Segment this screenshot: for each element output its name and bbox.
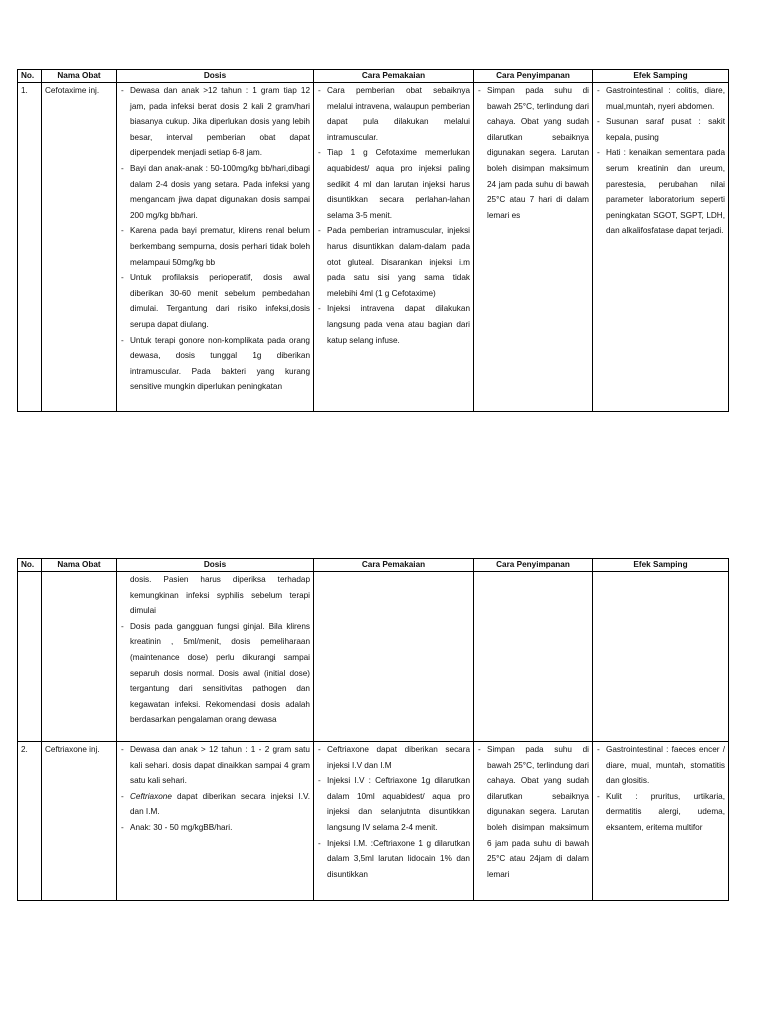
drug-table-page-2	[17, 558, 729, 901]
list-item: - Dewasa dan anak >12 tahun : 1 gram tiap 12 jam, pada infeksi berat dosis 2 kali 2 gram/hari biasanya cukup. Jika diperlukan dosis yang lebih besar, interval pemberian obat dapat diperpendek menjadi setiap 6-8 jam.	[130, 83, 310, 161]
table-row	[18, 742, 729, 901]
list-item: - Injeksi I.V : Ceftriaxone 1g dilarutkan dalam 10ml aquabidest/ aqua pro injeksi dan selanjutnta disuntikkan langsung IV selama 2-4 menit.	[327, 773, 470, 835]
cara-penyimpanan-cell	[474, 742, 593, 901]
list-item: - Tiap 1 g Cefotaxime memerlukan aquabidest/ aqua pro injeksi paling sedikit 4 ml dan larutan injeksi harus disuntikkan secara perlahan-lahan selama 3-5 menit.	[327, 145, 470, 223]
row-number	[18, 572, 42, 742]
header-no: No.	[18, 70, 42, 83]
header-cara-penyimpanan: Cara Penyimpanan	[474, 70, 593, 83]
drug-name: Cefotaxime inj.	[42, 83, 117, 412]
list-item: - Hati : kenaikan sementara pada serum kreatinin dan ureum, parestesia, perubahan nilai parameter laboratorium seperti peningkatan SGOT, SGPT, LDH, dan alkalifosfatase dapat terjadi.	[606, 145, 725, 239]
list-item: - Simpan pada suhu di bawah 25°C, terlindung dari cahaya. Obat yang sudah dilarutkan sebaiknya digunakan segera. Larutan boleh disimpan maksimum 24 jam pada suhu di bawah 25°C atau 7 hari di dalam lemari es	[487, 83, 589, 223]
cara-pemakaian-cell	[314, 83, 474, 412]
dosis-continuation: dosis. Pasien harus diperiksa terhadap kemungkinan infeksi syphilis sebelum terapi dimulai	[130, 575, 310, 616]
list-item: - Untuk profilaksis perioperatif, dosis awal diberikan 30-60 menit sebelum pembedahan dimulai. Tergantung dari risiko infeksi,dosis serupa dapat diulang.	[130, 270, 310, 332]
header-cara-penyimpanan: Cara Penyimpanan	[474, 559, 593, 572]
header-efek-samping: Efek Samping	[593, 70, 729, 83]
dosis-cell	[117, 742, 314, 901]
list-item: - Kulit : pruritus, urtikaria, dermatitis alergi, udema, eksantem, eritema multifor	[606, 789, 725, 836]
list-item: - Injeksi I.M. :Ceftriaxone 1 g dilarutkan dalam 3,5ml larutan lidocain 1% dan disuntikkan	[327, 836, 470, 883]
dosis-cell	[117, 83, 314, 412]
cara-pemakaian-cell	[314, 572, 474, 742]
list-item: - Dewasa dan anak > 12 tahun : 1 - 2 gram satu kali sehari. dosis dapat dinaikkan sampai 4 gram satu kali sehari.	[130, 742, 310, 789]
row-number: 2.	[18, 742, 42, 901]
drug-name	[42, 572, 117, 742]
list-item: - Ceftriaxone dapat diberikan secara injeksi I.V dan I.M	[327, 742, 470, 773]
table-row	[18, 83, 729, 412]
header-cara-pemakaian: Cara Pemakaian	[314, 559, 474, 572]
header-nama-obat: Nama Obat	[42, 559, 117, 572]
list-item: - Gastrointestinal : colitis, diare, mual,muntah, nyeri abdomen.	[606, 83, 725, 114]
list-item: - Simpan pada suhu di bawah 25°C, terlindung dari cahaya. Obat yang sudah dilarutkan sebaiknya digunakan segera. Larutan boleh disimpan maksimum 6 jam pada suhu di bawah 25°C atau 24jam di dalam lemari	[487, 742, 589, 882]
drug-table-page-1	[17, 69, 729, 412]
header-no: No.	[18, 559, 42, 572]
table-header-row	[18, 70, 729, 83]
efek-samping-cell	[593, 83, 729, 412]
list-item: - Anak: 30 - 50 mg/kgBB/hari.	[130, 820, 310, 836]
list-item: - Injeksi intravena dapat dilakukan langsung pada vena atau bagian dari katup selang infuse.	[327, 301, 470, 348]
list-item: - Gastrointestinal : faeces encer / diare, mual, muntah, stomatitis dan glositis.	[606, 742, 725, 789]
header-nama-obat: Nama Obat	[42, 70, 117, 83]
cara-penyimpanan-cell	[474, 572, 593, 742]
header-dosis: Dosis	[117, 70, 314, 83]
list-item: - Susunan saraf pusat : sakit kepala, pusing	[606, 114, 725, 145]
drug-name-italic: Ceftriaxone	[130, 791, 172, 801]
list-item: - Untuk terapi gonore non-komplikata pada orang dewasa, dosis tunggal 1g diberikan intramuscular. Pada bakteri yang kurang sensitive mungkin diperlukan peningkatan	[130, 333, 310, 395]
table-row	[18, 572, 729, 742]
table-header-row	[18, 559, 729, 572]
cara-pemakaian-cell	[314, 742, 474, 901]
list-item: - Cara pemberian obat sebaiknya melalui intravena, walaupun pemberian dapat pula dilakukan melalui intramuscular.	[327, 83, 470, 145]
list-item: - Dosis pada gangguan fungsi ginjal. Bila klirens kreatinin , 5ml/menit, dosis pemeliharaan (maintenance dose) perlu dikurangi sampai separuh dosis normal. Dosis awal (initial dose) tergantung dari sensitivitas pathogen dan kegawatan infeksi. Rekomendasi dosis adalah berdasarkan pengalaman orang dewasa	[130, 619, 310, 728]
efek-samping-cell	[593, 572, 729, 742]
header-dosis: Dosis	[117, 559, 314, 572]
cara-penyimpanan-cell	[474, 83, 593, 412]
list-item	[130, 789, 310, 820]
row-number: 1.	[18, 83, 42, 412]
header-cara-pemakaian: Cara Pemakaian	[314, 70, 474, 83]
drug-name: Ceftriaxone inj.	[42, 742, 117, 901]
list-item-text: dapat diberikan secara injeksi I.V. dan I.M.	[130, 791, 310, 817]
header-efek-samping: Efek Samping	[593, 559, 729, 572]
list-item: - Karena pada bayi prematur, klirens renal belum berkembang sempurna, dosis perhari tidak boleh melampaui 50mg/kg bb	[130, 223, 310, 270]
list-item: - Pada pemberian intramuscular, injeksi harus disuntikkan dalam-dalam pada otot gluteal. Disarankan injeksi i.m pada satu sisi yang sama tidak melebihi 4ml (1 g Cefotaxime)	[327, 223, 470, 301]
efek-samping-cell	[593, 742, 729, 901]
dosis-cell	[117, 572, 314, 742]
list-item: - Bayi dan anak-anak : 50-100mg/kg bb/hari,dibagi dalam 2-4 dosis yang setara. Pada infeksi yang mengancam jiwa dapat digunakan dosis sampai 200 mg/kg bb/hari.	[130, 161, 310, 223]
